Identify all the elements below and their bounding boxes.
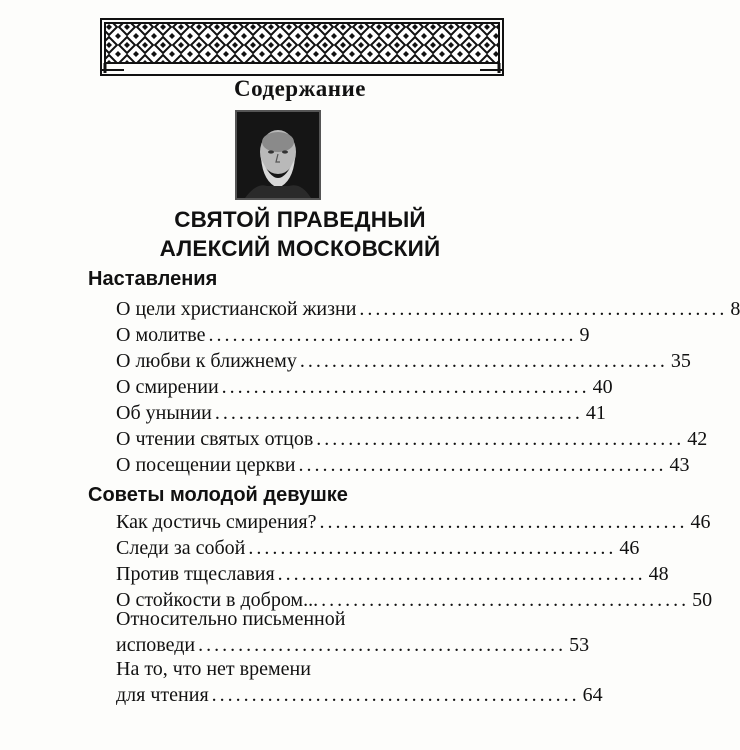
toc-entry[interactable]	[116, 563, 669, 587]
toc-entry[interactable]	[116, 684, 603, 708]
toc-entry[interactable]	[116, 634, 590, 658]
section-heading-nastavleniya: Наставления	[88, 268, 218, 290]
toc-entry-title: Следи за собой	[116, 537, 246, 559]
dot-leader: ..............................................	[316, 428, 685, 450]
toc-entry[interactable]	[116, 376, 613, 400]
dot-leader: ..............................................	[248, 537, 617, 559]
toc-entry-page: 46	[619, 537, 640, 559]
toc-entry-title-line1: Относительно письменной	[116, 608, 346, 630]
dot-leader: ..............................................	[211, 684, 580, 706]
toc-entry-title: Об унынии	[116, 402, 212, 424]
toc-entry[interactable]	[116, 537, 640, 561]
toc-entry-page: 48	[648, 563, 669, 585]
toc-entry-page: 9	[579, 324, 590, 346]
toc-entry-page: 40	[592, 376, 613, 398]
toc-entry-title: О стойкости в добром...	[116, 589, 319, 611]
toc-entry-title: Против тщеславия	[116, 563, 275, 585]
toc-entry[interactable]	[116, 298, 740, 322]
toc-entry-page: 64	[582, 684, 603, 706]
dot-leader: ..............................................	[321, 589, 690, 611]
toc-entry[interactable]	[116, 402, 606, 426]
toc-entry[interactable]	[116, 428, 708, 452]
dot-leader: ..............................................	[221, 376, 590, 398]
section-heading-sovety: Советы молодой девушке	[88, 484, 348, 506]
toc-entry[interactable]	[116, 324, 590, 348]
toc-entry[interactable]	[116, 350, 691, 374]
dot-leader: ..............................................	[277, 563, 646, 585]
toc-entry-title: О любви к ближнему	[116, 350, 297, 372]
author-title-line-1: СВЯТОЙ ПРАВЕДНЫЙ	[174, 207, 426, 232]
toc-entry-title: О цели христианской жизни	[116, 298, 357, 320]
toc-entry-title: для чтения	[116, 684, 209, 706]
toc-entry[interactable]	[116, 454, 690, 478]
toc-entry-title: О смирении	[116, 376, 219, 398]
toc-entry-page: 42	[687, 428, 708, 450]
author-title-line-2: АЛЕКСИЙ МОСКОВСКИЙ	[159, 236, 441, 261]
toc-entry-page: 35	[670, 350, 691, 372]
toc-entry-title: О чтении святых отцов	[116, 428, 314, 450]
toc-entry-page: 50	[692, 589, 713, 611]
dot-leader: ..............................................	[319, 511, 688, 533]
toc-entry-title-line1: На то, что нет времени	[116, 658, 311, 680]
dot-leader: ..............................................	[298, 454, 667, 476]
toc-entry-page: 8	[730, 298, 740, 320]
dot-leader: ..............................................	[359, 298, 728, 320]
dot-leader: ..............................................	[208, 324, 577, 346]
toc-entry-page: 53	[569, 634, 590, 656]
toc-entry-page: 41	[585, 402, 606, 424]
portrait-image	[235, 110, 321, 200]
page-heading: Содержание	[234, 76, 366, 101]
toc-entry-title: исповеди	[116, 634, 196, 656]
toc-entry-page: 46	[690, 511, 711, 533]
dot-leader: ..............................................	[214, 402, 583, 424]
toc-entry-page: 43	[669, 454, 690, 476]
dot-leader: ..............................................	[299, 350, 668, 372]
ornamental-header-band	[100, 18, 504, 76]
toc-entry-title: Как достичь смирения?	[116, 511, 317, 533]
dot-leader: ..............................................	[198, 634, 567, 656]
toc-entry-title: О посещении церкви	[116, 454, 296, 476]
toc-entry-title: О молитве	[116, 324, 206, 346]
toc-entry[interactable]	[116, 511, 711, 535]
